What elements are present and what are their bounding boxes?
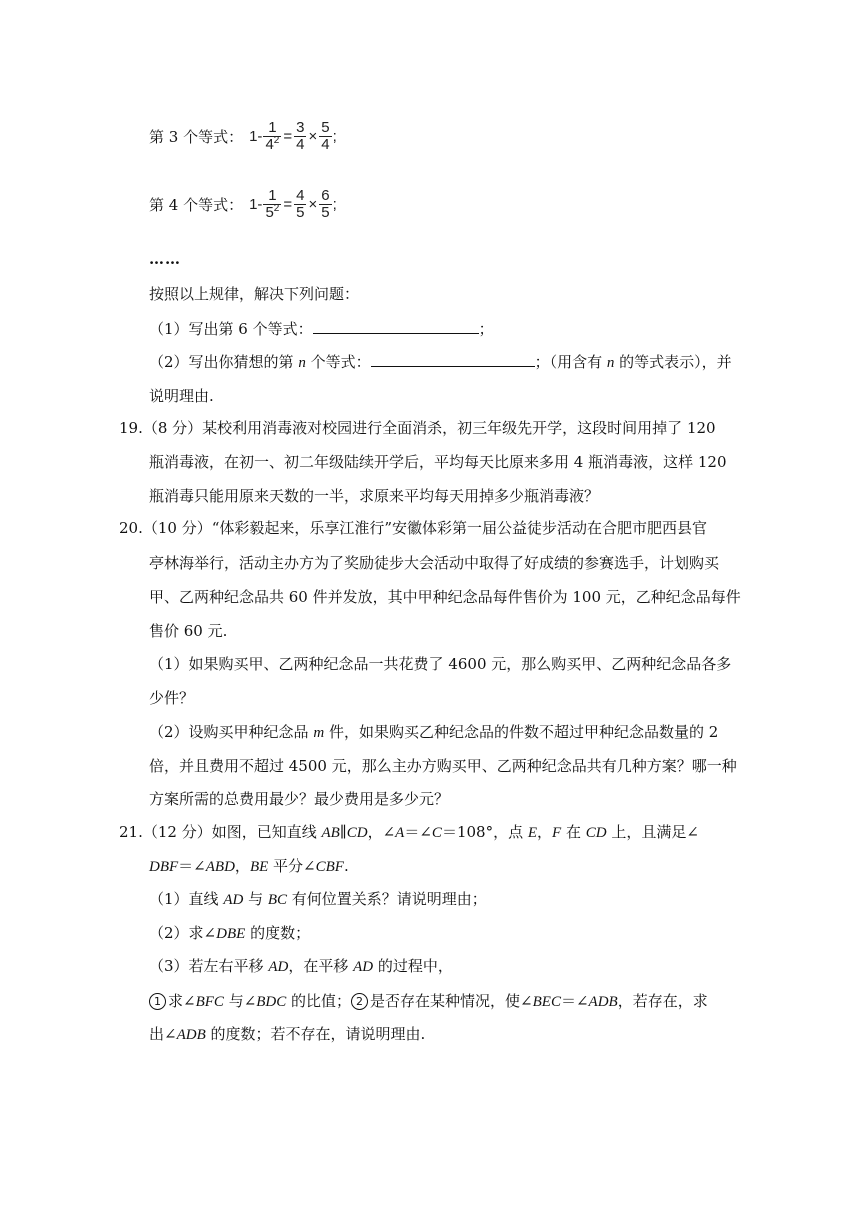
circled-number-2: 2 [351,993,368,1010]
q18-part1: （1）写出第 6 个等式： ； [149,320,494,338]
answer-blank-2[interactable] [371,352,535,367]
equation-4-formula [249,188,337,221]
semicolon: ; [332,127,337,145]
q20-sub2-line1: （2）设购买甲种纪念品 m 件，如果购买乙种纪念品的件数不超过甲种纪念品数量的 2 [149,723,719,741]
answer-blank-1[interactable] [313,319,479,334]
equals-sign: = [283,127,293,145]
q20-sub1-line1: （1）如果购买甲、乙两种纪念品一共花费了 4600 元，那么购买甲、乙两种纪念品各多 [149,655,732,673]
q21-line1: 21.（12 分）如图，已知直线 AB∥CD，∠A＝∠C＝108°，点 E，F 在 CD 上，且满足∠ [119,823,699,841]
times-sign: × [308,127,318,145]
equation-3-formula [249,120,337,153]
q21-sub3: （3）若左右平移 AD，在平移 AD 的过程中， [149,957,453,975]
equals-sign: = [283,195,293,213]
q21-sub3-last: 出∠ADB 的度数；若不存在，请说明理由. [149,1025,426,1043]
formula-one-minus: 1- [249,195,263,213]
q20-sub1-line2: 少件？ [149,689,195,707]
q19-line3: 瓶消毒只能用原来天数的一半，求原来平均每天用掉多少瓶消毒液？ [149,487,600,505]
q18-intro: 按照以上规律，解决下列问题： [149,285,360,303]
ellipsis: …… [149,250,181,268]
equation-3-label: 第 3 个等式： [149,127,244,146]
equation-4 [149,180,337,228]
q20-line1: 20.（10 分）“体彩毅起来，乐享江淮行”安徽体彩第一届公益徒步活动在合肥市肥西县官 [119,519,708,537]
q20-line4: 售价 60 元. [149,622,228,640]
q19-line2: 瓶消毒液，在初一、初二年级陆续开学后，平均每天比原来多用 4 瓶消毒液，这样 120 [149,453,727,471]
equation-3 [149,112,337,160]
q21-sub3-items: 1 求∠BFC 与∠BDC 的比值； 2 是否存在某种情况，使∠BEC＝∠ADB，若存在，求 [149,991,740,1012]
circled-number-1: 1 [149,993,166,1010]
equation-4-label: 第 4 个等式： [149,195,244,214]
fraction: $\frac{3}{4}$ [296,118,305,153]
q21-sub2: （2）求∠DBE 的度数； [149,924,311,942]
fraction: $\frac{5}{4}$ [321,118,330,153]
fraction: $\frac{1}{5^2}$ [265,186,280,221]
times-sign: × [308,195,318,213]
q20-sub2-line3: 方案所需的总费用最少？最少费用是多少元？ [149,790,450,808]
q21-line2: DBF＝∠ABD，BE 平分∠CBF. [149,857,349,875]
q19-line1: 19.（8 分）某校利用消毒液对校园进行全面消杀，初三年级先开学，这段时间用掉了 120 [119,419,716,437]
fraction: $\frac{6}{5}$ [321,186,330,221]
q20-sub2-line2: 倍，并且费用不超过 4500 元，那么主办方购买甲、乙两种纪念品共有几种方案？哪一种 [149,757,737,775]
q21-sub1: （1）直线 AD 与 BC 有何位置关系？请说明理由； [149,890,487,908]
q18-part2-cont: 说明理由. [149,387,214,405]
semicolon: ; [332,195,337,213]
fraction: $\frac{4}{5}$ [296,186,305,221]
q18-part2: （2）写出你猜想的第 n 个等式： ；（用含有 n 的等式表示），并 [149,353,732,371]
formula-one-minus: 1- [249,127,263,145]
fraction: $\frac{1}{4^2}$ [265,118,280,153]
q20-line3: 甲、乙两种纪念品共 60 件并发放，其中甲种纪念品每件售价为 100 元，乙种纪念品每件 [149,588,741,606]
q20-line2: 亭林海举行，活动主办方为了奖励徒步大会活动中取得了好成绩的参赛选手，计划购买 [149,554,720,572]
